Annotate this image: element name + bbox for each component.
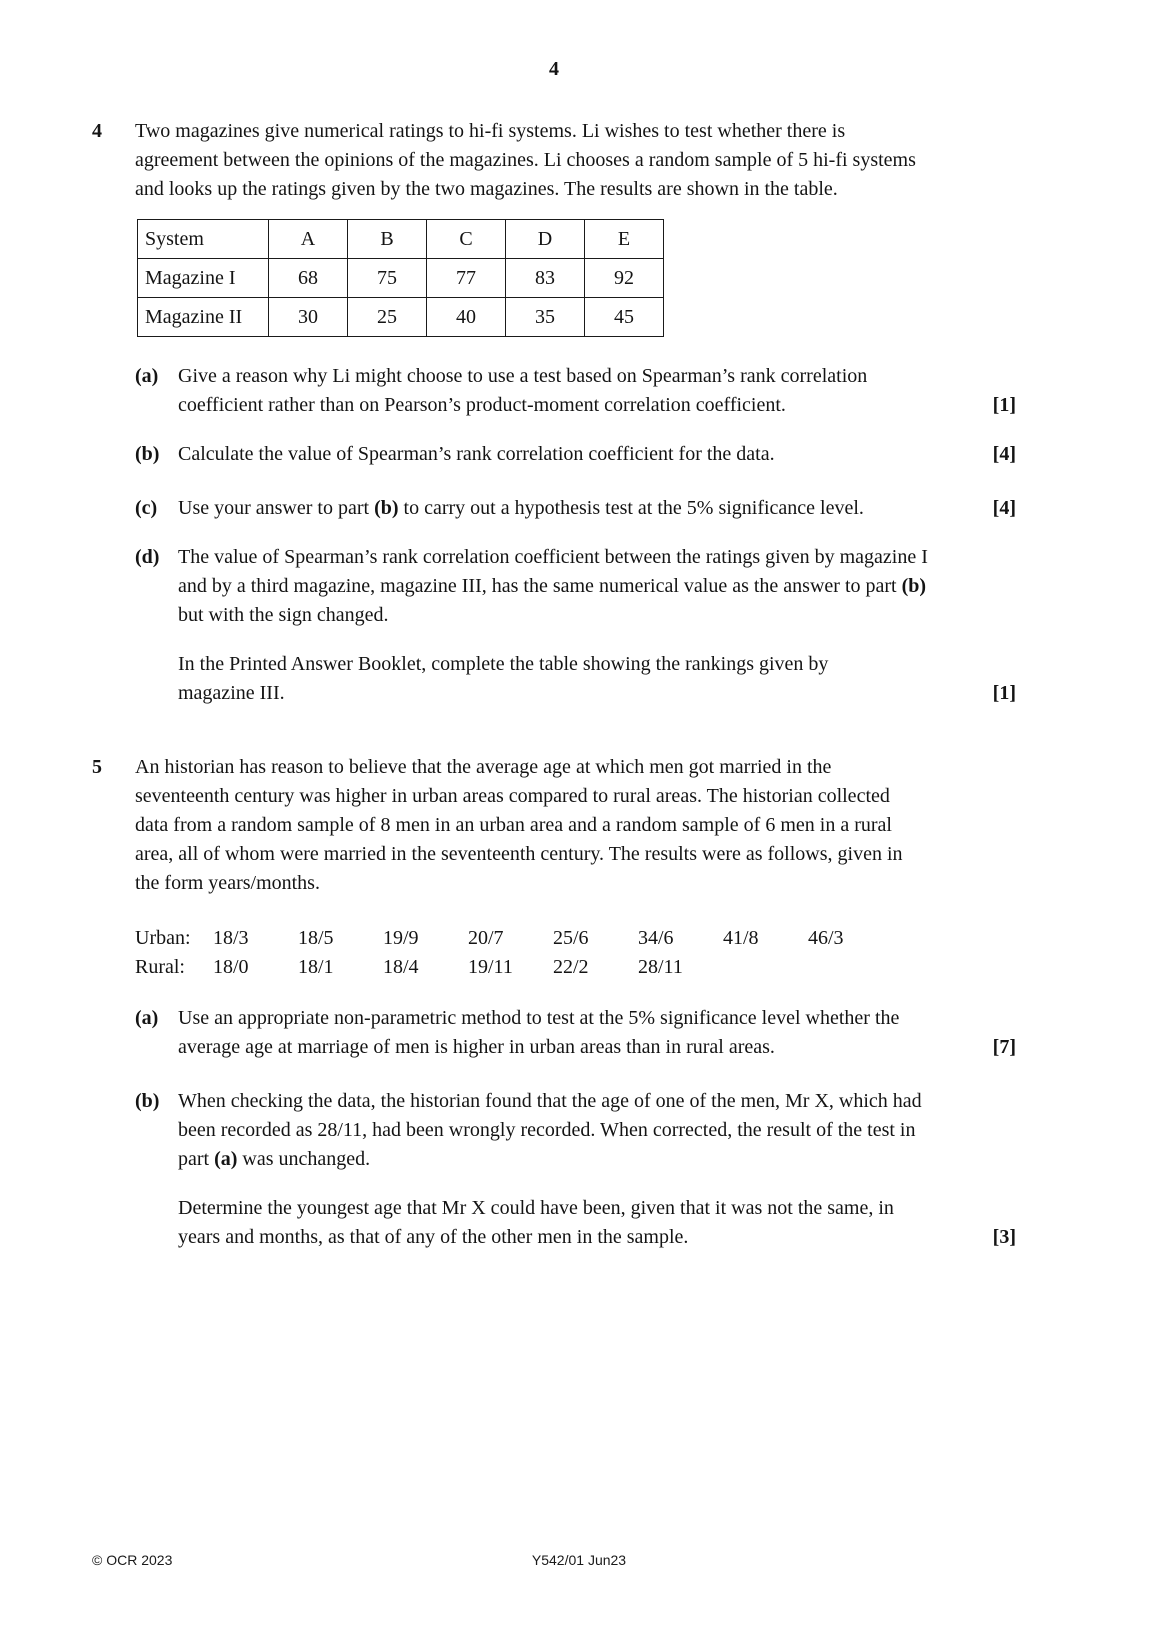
part-label: (b) xyxy=(135,1090,160,1112)
q5-part-a xyxy=(135,1004,1016,1062)
text-segment: was unchanged. xyxy=(237,1148,371,1170)
table-row-magazine-2 xyxy=(138,298,664,337)
q4-intro-line: agreement between the opinions of the magazines. Li chooses a random sample of 5 hi-fi systems xyxy=(135,149,916,171)
table-header-cell: E xyxy=(585,220,664,259)
part-line xyxy=(178,494,1016,523)
part-line-text: Calculate the value of Spearman’s rank correlation coefficient for the data. xyxy=(178,443,775,465)
table-header-cell: A xyxy=(269,220,348,259)
part-line xyxy=(178,1223,1016,1252)
question-4-number: 4 xyxy=(92,120,102,142)
part-line xyxy=(178,391,1016,420)
part-line-text: average age at marriage of men is higher in urban areas than in rural areas. xyxy=(178,1036,775,1058)
part-line: In the Printed Answer Booklet, complete the table showing the rankings given by xyxy=(178,653,829,675)
data-value: 19/9 xyxy=(383,927,419,949)
q5-intro-line: data from a random sample of 8 men in an urban area and a random sample of 6 men in a rural xyxy=(135,814,892,836)
part-line-text: coefficient rather than on Pearson’s product-moment correlation coefficient. xyxy=(178,394,786,416)
table-cell: 45 xyxy=(585,298,664,337)
paper-code: Y542/01 Jun23 xyxy=(531,1552,627,1568)
text-segment: and by a third magazine, magazine III, has the same numerical value as the answer to part xyxy=(178,575,902,597)
marks-badge: [4] xyxy=(992,497,1016,519)
question-5 xyxy=(92,753,1016,1252)
table-row-label: Magazine II xyxy=(138,298,269,337)
urban-data-row xyxy=(135,924,1016,953)
part-line: Use an appropriate non-parametric method to test at the 5% significance level whether the xyxy=(178,1007,900,1029)
part-line xyxy=(178,1145,1016,1174)
part-label: (b) xyxy=(135,443,160,465)
part-line xyxy=(178,572,1016,601)
table-cell: 77 xyxy=(427,259,506,298)
part-text xyxy=(178,1004,1016,1062)
q4-part-a xyxy=(135,362,1016,420)
data-value: 34/6 xyxy=(638,927,674,949)
part-line: been recorded as 28/11, had been wrongly recorded. When corrected, the result of the test in xyxy=(178,1119,916,1141)
table-header-cell: System xyxy=(138,220,269,259)
part-line: The value of Spearman’s rank correlation coefficient between the ratings given by magazine I xyxy=(178,546,928,568)
data-value: 18/0 xyxy=(213,956,249,978)
data-value: 19/11 xyxy=(468,956,513,978)
table-cell: 75 xyxy=(348,259,427,298)
data-label: Rural: xyxy=(135,956,185,978)
marks-badge: [1] xyxy=(992,394,1016,416)
part-line-text: years and months, as that of any of the other men in the sample. xyxy=(178,1226,689,1248)
text-segment: to carry out a hypothesis test at the 5% significance level. xyxy=(398,497,864,519)
part-line: Determine the youngest age that Mr X could have been, given that it was not the same, in xyxy=(178,1197,894,1219)
text-segment-bold: (b) xyxy=(374,497,399,519)
q4-part-d-followup xyxy=(178,650,1016,708)
marks-badge: [4] xyxy=(992,443,1016,465)
data-value: 22/2 xyxy=(553,956,589,978)
table-header-row xyxy=(138,220,664,259)
data-value: 41/8 xyxy=(723,927,759,949)
marks-badge: [3] xyxy=(992,1226,1016,1248)
copyright-text: © OCR 2023 xyxy=(92,1552,173,1568)
rural-data-row xyxy=(135,953,1016,982)
table-cell: 35 xyxy=(506,298,585,337)
q5-intro-line: An historian has reason to believe that the average age at which men got married in the xyxy=(135,756,832,778)
part-text xyxy=(178,1087,1016,1252)
table-cell: 25 xyxy=(348,298,427,337)
table-row-label: Magazine I xyxy=(138,259,269,298)
part-text xyxy=(178,494,1016,523)
q5-part-b-followup xyxy=(178,1194,1016,1252)
text-segment: part xyxy=(178,1148,215,1170)
table-header-cell: C xyxy=(427,220,506,259)
page-number: 4 xyxy=(549,58,559,80)
part-line-text xyxy=(178,494,864,523)
data-value: 20/7 xyxy=(468,927,504,949)
part-line: When checking the data, the historian found that the age of one of the men, Mr X, which had xyxy=(178,1090,922,1112)
part-line: but with the sign changed. xyxy=(178,604,389,626)
q4-part-d xyxy=(135,543,1016,708)
text-segment-bold: (b) xyxy=(901,575,927,597)
part-line xyxy=(178,1033,1016,1062)
q4-intro-line: and looks up the ratings given by the two magazines. The results are shown in the table. xyxy=(135,178,838,200)
part-label: (d) xyxy=(135,546,160,568)
text-segment: Use your answer to part xyxy=(178,497,375,519)
table-cell: 30 xyxy=(269,298,348,337)
q5-part-b xyxy=(135,1087,1016,1252)
part-label: (c) xyxy=(135,497,158,519)
data-value: 25/6 xyxy=(553,927,589,949)
marks-badge: [7] xyxy=(992,1036,1016,1058)
text-segment-bold: (a) xyxy=(214,1148,238,1170)
part-text xyxy=(178,362,1016,420)
question-4 xyxy=(92,117,1016,708)
table-cell: 68 xyxy=(269,259,348,298)
data-value: 18/4 xyxy=(383,956,419,978)
part-label: (a) xyxy=(135,1007,159,1029)
part-text xyxy=(178,543,1016,708)
data-value: 18/5 xyxy=(298,927,334,949)
table-cell: 83 xyxy=(506,259,585,298)
page-footer xyxy=(92,1552,1066,1568)
data-label: Urban: xyxy=(135,927,191,949)
q5-intro-line: seventeenth century was higher in urban areas compared to rural areas. The historian collected xyxy=(135,785,890,807)
part-line: Give a reason why Li might choose to use a test based on Spearman’s rank correlation xyxy=(178,365,868,387)
data-value: 28/11 xyxy=(638,956,683,978)
table-cell: 40 xyxy=(427,298,506,337)
data-value: 46/3 xyxy=(808,927,844,949)
q4-part-b xyxy=(135,440,1016,469)
part-line-text: magazine III. xyxy=(178,682,285,704)
table-header-cell: B xyxy=(348,220,427,259)
marks-badge: [1] xyxy=(992,682,1016,704)
question-5-body xyxy=(135,753,1016,1252)
ratings-table xyxy=(137,219,664,337)
q4-intro-line: Two magazines give numerical ratings to hi-fi systems. Li wishes to test whether there is xyxy=(135,120,846,142)
exam-page xyxy=(92,58,1016,1252)
sample-data xyxy=(135,924,1016,982)
part-text xyxy=(178,440,1016,469)
q5-intro-line: area, all of whom were married in the seventeenth century. The results were as follows, given in xyxy=(135,843,903,865)
data-value: 18/3 xyxy=(213,927,249,949)
part-line xyxy=(178,679,1016,708)
data-value: 18/1 xyxy=(298,956,334,978)
q5-intro-line: the form years/months. xyxy=(135,872,320,894)
part-label: (a) xyxy=(135,365,159,387)
question-4-body xyxy=(135,117,1016,708)
q4-part-c xyxy=(135,494,1016,523)
part-line xyxy=(178,440,1016,469)
table-cell: 92 xyxy=(585,259,664,298)
question-5-number: 5 xyxy=(92,756,102,778)
table-row-magazine-1 xyxy=(138,259,664,298)
table-header-cell: D xyxy=(506,220,585,259)
